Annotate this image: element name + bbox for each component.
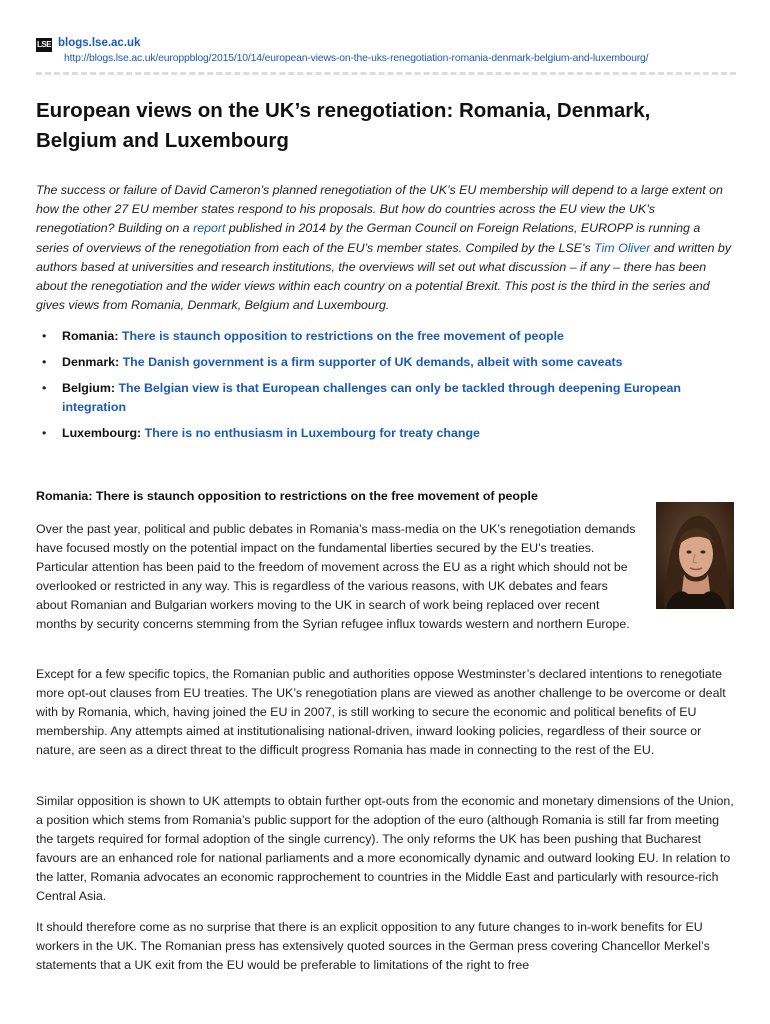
paragraph-4: It should therefore come as no surprise that there is an explicit opposition to any future changes to in-work benefits for EU workers in the UK. The Romanian press has extensively quoted sources in the German press covering Chancellor Merkel’s statements that a UK exit from the EU would be preferable to limitations of the right to free: [36, 920, 710, 972]
toc-item-belgium: [36, 379, 716, 417]
tim-oliver-link[interactable]: Tim Oliver: [594, 240, 651, 255]
bullet-icon: •: [42, 381, 47, 395]
intro-text-1: The success or failure of David Cameron’s planned renegotiation of the UK’s EU membership will depend to a large extent on how the other 27 EU member states respond to his proposals. But how do countries across the EU view the UK’s renegotiation? Building on a: [36, 183, 723, 236]
intro-text-2: published in 2014 by the German Council on Foreign Relations, EUROPP is running a series of overviews of the renegotiation from each of the EU’s member states. Compiled by the LSE’s: [36, 221, 701, 255]
toc-country-label: Belgium:: [62, 381, 116, 395]
toc-country-label: Denmark:: [62, 355, 120, 369]
lse-logo: LSE: [36, 38, 52, 52]
article-url-link[interactable]: http://blogs.lse.ac.uk/europpblog/2015/10/14/european-views-on-the-uks-renegotiation-romania-denmark-belgium-and-luxembourg/: [64, 53, 649, 64]
bullet-icon: •: [42, 329, 47, 343]
header-divider: [36, 72, 736, 75]
toc-item-luxembourg: [36, 424, 716, 443]
toc-item-denmark: [36, 353, 716, 372]
report-link[interactable]: report: [193, 221, 226, 236]
paragraph-1: Over the past year, political and public debates in Romania’s mass-media on the UK’s renegotiation demands have focused mostly on the potential impact on the fundamental liberties secured by the EU’s treaties. Particular attention has been paid to the freedom of movement across the EU as a right which should not be overlooked or restricted in any way. This is regardless of the various reasons, with UK debates and fears about Romanian and Bulgarian workers moving to the UK in search of work being replaced over recent months by security concerns stemming from the Syrian refugee influx towards western and northern Europe.: [36, 522, 636, 631]
toc-link-belgium[interactable]: The Belgian view is that European challenges can only be tackled through deepening European integration: [62, 381, 681, 414]
toc-country-label: Luxembourg:: [62, 426, 142, 440]
toc-country-label: Romania:: [62, 329, 119, 343]
article-title: European views on the UK’s renegotiation: Romania, Denmark, Belgium and Luxembourg: [36, 99, 651, 152]
site-link[interactable]: blogs.lse.ac.uk: [58, 37, 141, 49]
section-heading: Romania: There is staunch opposition to restrictions on the free movement of people: [36, 489, 538, 503]
toc-link-denmark[interactable]: The Danish government is a firm supporter of UK demands, albeit with some caveats: [122, 355, 623, 369]
author-portrait: [656, 502, 734, 609]
toc-item-romania: [36, 327, 716, 346]
toc-link-romania[interactable]: There is staunch opposition to restrictions on the free movement of people: [121, 329, 564, 343]
article-intro: [36, 181, 736, 315]
bullet-icon: •: [42, 355, 47, 369]
toc-link-luxembourg[interactable]: There is no enthusiasm in Luxembourg for treaty change: [144, 426, 480, 440]
bullet-icon: •: [42, 426, 47, 440]
intro-text-3: and written by authors based at universities and research institutions, the overviews will set out what discussion – if any – there has been about the renegotiation and the wider views within each country on a potential Brexit. This post is the third in the series and gives views from Romania, Denmark, Belgium and Luxembourg.: [36, 240, 732, 313]
paragraph-2: Except for a few specific topics, the Romanian public and authorities oppose Westminster’s declared intentions to renegotiate more opt-out clauses from EU treaties. The UK’s renegotiation plans are viewed as another challenge to be overcome or dealt with by Romania, which, having joined the EU in 2007, is still working to secure the economic and political benefits of EU membership. Any attempts aimed at institutionalising national-driven, inward looking policies, regardless of their source or nature, are seen as a direct threat to the difficult progress Romania has made in connecting to the rest of the EU.: [36, 667, 726, 757]
table-of-contents: [36, 327, 716, 450]
paragraph-3: Similar opposition is shown to UK attempts to obtain further opt-outs from the economic and monetary dimensions of the Union, a position which stems from Romania’s public support for the adoption of the euro (although Romania is still far from meeting the targets required for formal adoption of the single currency). The only reforms the UK has been pushing that Bucharest favours are an enhanced role for national parliaments and a more economically dynamic and outward looking EU. In relation to the latter, Romania advocates an economic rapprochement to countries in the Middle East and particularly with resource-rich Central Asia.: [36, 794, 734, 903]
